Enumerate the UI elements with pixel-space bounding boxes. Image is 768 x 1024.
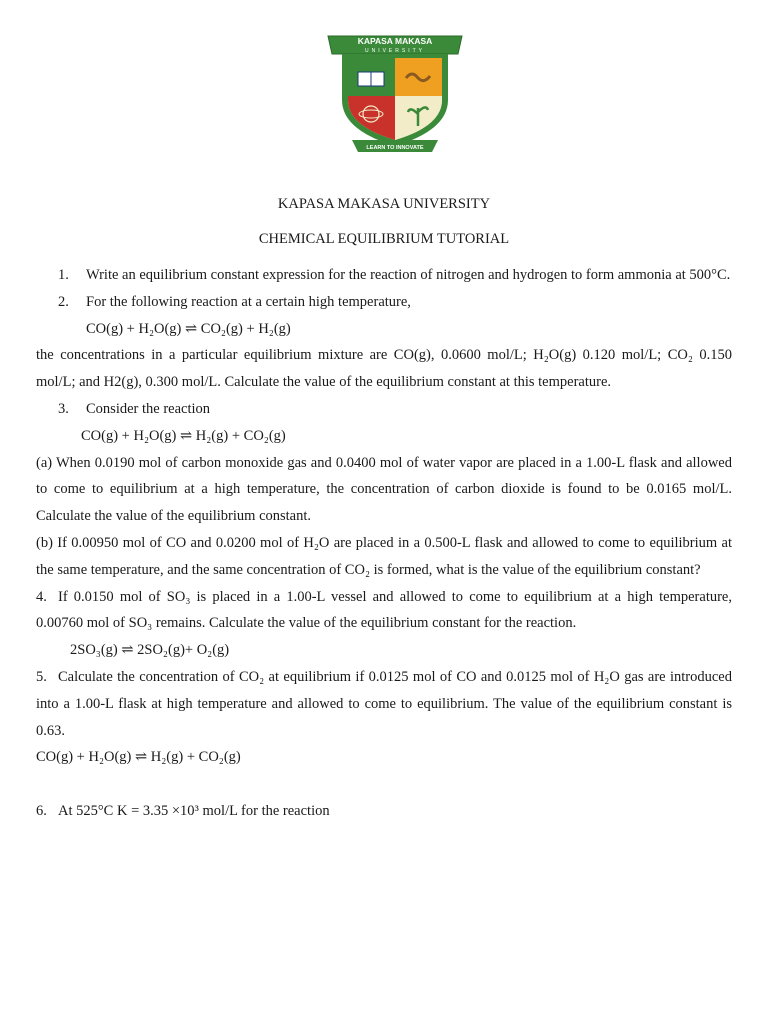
question-4 <box>36 584 732 638</box>
question-text: Calculate the concentration of CO₂ at equilibrium if 0.0125 mol of CO and 0.0125 mol of H₂O gas are introduced into a 1.00-L flask at high temperature and allowed to come to equilibrium. The value of the equilibrium constant is 0.63. <box>36 668 732 739</box>
question-text: If 0.0150 mol of SO₃ is placed in a 1.00-L vessel and allowed to come to equilibrium at a high temperature, 0.00760 mol of SO₃ remains. Calculate the value of the equilibrium constant for the reaction. <box>36 588 732 632</box>
question-number: 1. <box>58 267 69 283</box>
question-text: Write an equilibrium constant expression for the reaction of nitrogen and hydrogen to form ammonia at 500°C. <box>86 267 731 283</box>
equation: CO(g) + H₂O(g) ⇌ CO₂(g) + H₂(g) <box>86 320 291 337</box>
equation: 2SO₃(g) ⇌ 2SO₂(g)+ O₂(g) <box>70 642 230 659</box>
question-number: 5. <box>36 668 47 685</box>
question-text: At 525°C K = 3.35 ×10³ mol/L for the reaction <box>58 802 330 819</box>
question-3 <box>58 396 732 423</box>
question-part-a: (a) When 0.0190 mol of carbon monoxide gas and 0.0400 mol of water vapor are placed in a 1.00-L flask and allowed to come to equilibrium at a high temperature, the concentration of carbon dioxide is found to be 0.0165 mol/L. Calculate the value of the equilibrium constant. <box>36 454 732 525</box>
tutorial-body <box>36 262 732 825</box>
question-number: 3. <box>58 400 69 417</box>
question-part-b: (b) If 0.00950 mol of CO and 0.0200 mol of H₂O are placed in a 0.500-L flask and allowed to come to equilibrium at the same temperature, and the same concentration of CO₂ is formed, what is the value of the equilibrium constant? <box>36 534 732 578</box>
question-2 <box>58 289 732 316</box>
question-number: 6. <box>36 802 47 819</box>
university-logo <box>320 22 470 162</box>
university-name: KAPASA MAKASA UNIVERSITY <box>277 196 491 212</box>
question-text: For the following reaction at a certain high temperature, <box>86 293 411 310</box>
question-number: 2. <box>58 293 69 310</box>
question-number: 4. <box>36 588 47 605</box>
equation: CO(g) + H₂O(g) ⇌ H₂(g) + CO₂(g) <box>81 427 286 444</box>
question-5 <box>36 664 732 744</box>
equation: CO(g) + H₂O(g) ⇌ H₂(g) + CO₂(g) <box>36 749 241 766</box>
question-6 <box>36 798 732 825</box>
question-body: the concentrations in a particular equilibrium mixture are CO(g), 0.0600 mol/L; H₂O(g) 0.120 mol/L; CO₂ 0.150 mol/L; and H2(g), 0.300 mol/L. Calculate the value of the equilibrium constant at this temperature. <box>36 347 732 391</box>
svg-text:UNIVERSITY: UNIVERSITY <box>364 48 426 54</box>
svg-text:KAPASA MAKASA: KAPASA MAKASA <box>357 36 433 46</box>
question-text: Consider the reaction <box>86 400 211 417</box>
question-1 <box>58 262 732 289</box>
tutorial-title: CHEMICAL EQUILIBRIUM TUTORIAL <box>258 231 510 247</box>
svg-text:LEARN TO INNOVATE: LEARN TO INNOVATE <box>366 145 424 151</box>
